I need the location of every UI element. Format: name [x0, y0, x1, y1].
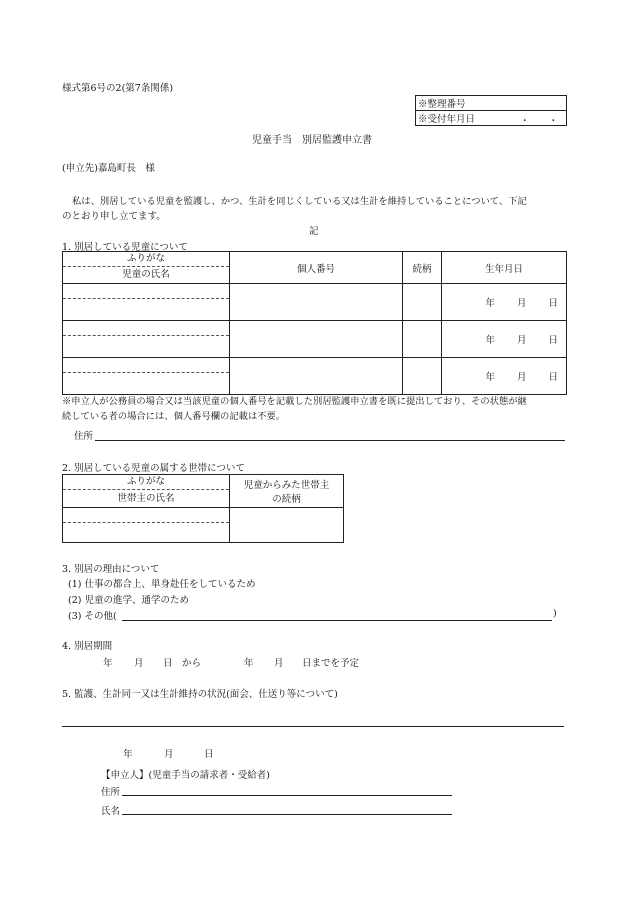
- child-name-header: 児童の氏名: [122, 269, 170, 280]
- office-use-box: [415, 95, 567, 126]
- period-end-month: 月: [274, 658, 284, 669]
- relation-cell[interactable]: [403, 321, 442, 358]
- applicant-name-field[interactable]: [122, 814, 452, 815]
- date-year: 年: [123, 749, 133, 760]
- relation-cell[interactable]: [403, 284, 442, 321]
- section2-heading: 2. 別居している児童の属する世帯について: [62, 463, 245, 474]
- reason-other-field[interactable]: [122, 620, 552, 621]
- householder-relation-header: 児童からみた世帯主 の続柄: [230, 475, 344, 508]
- child-name-header-cell: [63, 252, 230, 284]
- reason-option-3[interactable]: (3) その他(: [68, 611, 117, 622]
- child-name-cell[interactable]: [63, 284, 230, 321]
- number-note-line2: 続している者の場合には、個人番号欄の記載は不要。: [62, 411, 286, 422]
- section4-heading: 4. 別居期間: [62, 641, 113, 652]
- individual-number-cell[interactable]: [230, 284, 403, 321]
- period-start-year: 年: [103, 658, 113, 669]
- individual-number-cell[interactable]: [230, 321, 403, 358]
- uketsuke-date-cell: [416, 111, 567, 126]
- period-from-label: から: [182, 658, 202, 669]
- ki-label: 記: [309, 226, 319, 237]
- addressee: (申立先)嘉島町長 様: [62, 163, 155, 174]
- section1-heading: 1. 別居している児童について: [62, 242, 188, 253]
- reason-option-2[interactable]: (2) 児童の進学、通学のため: [68, 595, 189, 606]
- individual-number-cell[interactable]: [230, 358, 403, 395]
- date-month: 月: [164, 749, 174, 760]
- individual-number-header: 個人番号: [230, 252, 403, 284]
- intro-text-line2: のとおり申し立てます。: [62, 211, 166, 222]
- number-note-line1: ※申立人が公務員の場合又は当該児童の個人番号を記載した別居監護申立書を既に提出しており、その状態が継: [62, 396, 527, 407]
- table-row: [63, 284, 567, 321]
- householder-name-cell[interactable]: [63, 508, 230, 543]
- applicant-address-field[interactable]: [122, 795, 452, 796]
- period-end-year: 年: [244, 658, 254, 669]
- section3-heading: 3. 別居の理由について: [62, 564, 160, 575]
- intro-text-line1: 私は、別居している児童を監護し、かつ、生計を同じくしている又は生計を維持していることについて、下記: [72, 196, 527, 207]
- householder-name-header: 世帯主の氏名: [117, 493, 175, 504]
- section1-address-field[interactable]: [95, 440, 565, 441]
- uketsuke-date-dots: ・ ・: [520, 116, 559, 127]
- applicant-name-label: 氏名: [101, 806, 121, 817]
- householder-name-header-cell: [63, 475, 230, 508]
- section5-heading: 5. 監護、生計同一又は生計維持の状況(面会、仕送り等について): [62, 689, 338, 700]
- reason-other-close: ): [553, 608, 557, 619]
- date-day: 日: [204, 749, 214, 760]
- form-number: 様式第6号の2(第7条関係): [62, 83, 174, 94]
- birthdate-cell[interactable]: 年 月 日: [442, 321, 567, 358]
- document-title: 児童手当 別居監護申立書: [252, 135, 372, 146]
- seiri-number-label: ※整理番号: [416, 96, 567, 111]
- table-row: [63, 508, 344, 543]
- period-start-day: 日: [163, 658, 173, 669]
- applicant-label: 【申立人】(児童手当の請求者・受給者): [101, 770, 270, 781]
- relation-cell[interactable]: [403, 358, 442, 395]
- children-table: [62, 251, 567, 395]
- table-row: [63, 321, 567, 358]
- period-start-month: 月: [134, 658, 144, 669]
- householder-furigana-header: ふりがな: [63, 475, 229, 490]
- birthdate-header: 生年月日: [442, 252, 567, 284]
- reason-option-1[interactable]: (1) 仕事の都合上、単身赴任をしているため: [68, 579, 256, 590]
- table-row: [63, 358, 567, 395]
- birthdate-cell[interactable]: 年 月 日: [442, 284, 567, 321]
- household-table: [62, 474, 344, 543]
- relation-header: 続柄: [403, 252, 442, 284]
- period-end-day: 日までを予定: [302, 658, 360, 669]
- section5-field[interactable]: [62, 726, 564, 727]
- section1-address-label: 住所: [74, 431, 94, 442]
- applicant-address-label: 住所: [101, 787, 121, 798]
- child-name-cell[interactable]: [63, 321, 230, 358]
- householder-relation-cell[interactable]: [230, 508, 344, 543]
- uketsuke-date-label: ※受付年月日: [418, 114, 476, 125]
- birthdate-cell[interactable]: 年 月 日: [442, 358, 567, 395]
- child-furigana-header: ふりがな: [63, 252, 229, 267]
- child-name-cell[interactable]: [63, 358, 230, 395]
